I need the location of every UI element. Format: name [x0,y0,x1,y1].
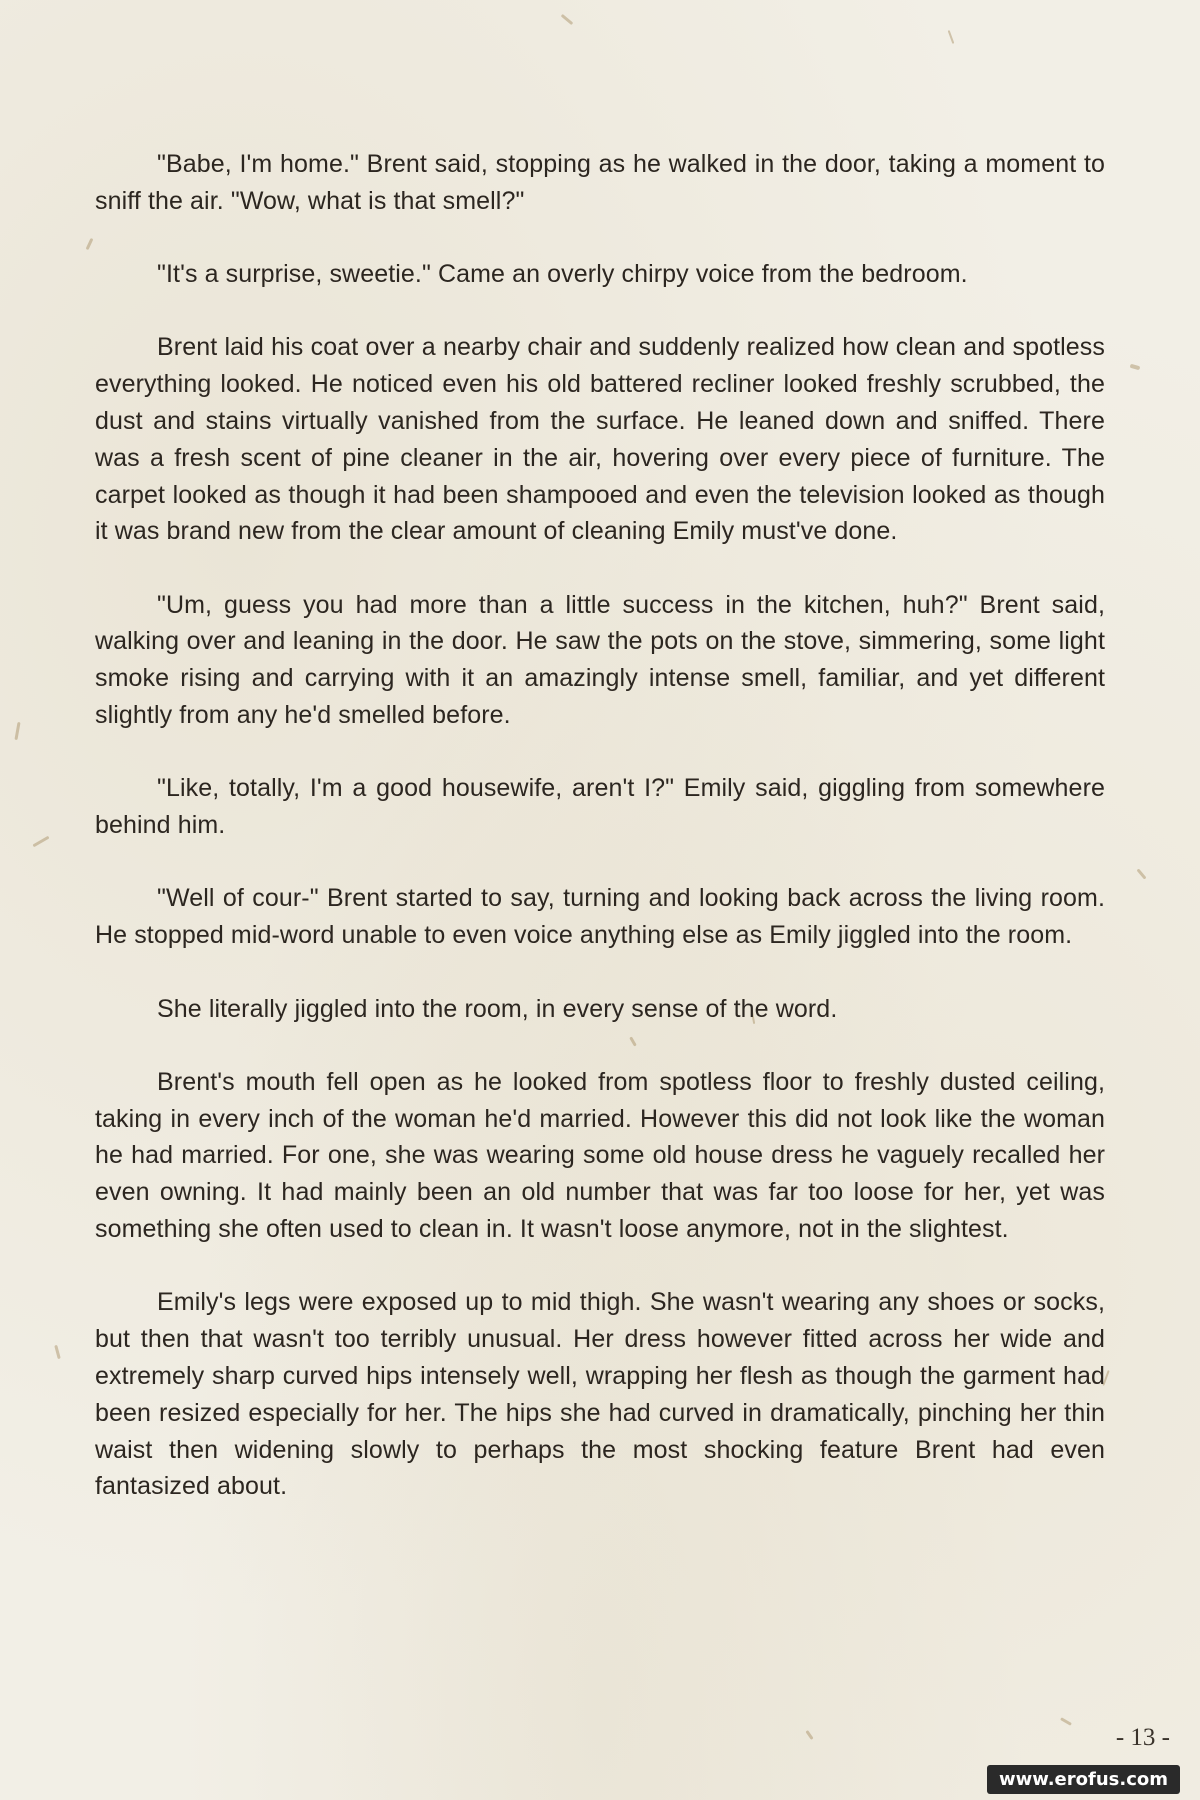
watermark: www.erofus.com [987,1765,1180,1794]
paper-fleck [54,1345,61,1359]
paper-fleck [14,722,20,740]
paragraph: Brent's mouth fell open as he looked from spotless floor to freshly dusted ceiling, taking in every inch of the woman he'd married. However this did not look like the woman he had married. For one, she was wearing some old house dress he vaguely recalled her even owning. It had mainly been an old number that was far too loose for her, yet was something she often used to clean in. It wasn't loose anymore, not in the slightest. [95,1067,1105,1244]
paper-fleck [805,1730,813,1740]
paper-fleck [561,14,574,25]
paper-fleck [1136,868,1146,879]
paragraph: Brent laid his coat over a nearby chair and suddenly realized how clean and spotless everything looked. He noticed even his old battered recliner looked freshly scrubbed, the dust and stains virtually vanished from the surface. He leaned down and sniffed. There was a fresh scent of pine cleaner in the air, hovering over every piece of furniture. The carpet looked as though it had been shampooed and even the television looked as though it was brand new from the clear amount of cleaning Emily must've done. [95,333,1105,546]
paragraph: "Well of cour-" Brent started to say, turning and looking back across the living room. He stopped mid-word unable to even voice anything else as Emily jiggled into the room. [95,884,1105,950]
paper-fleck [32,836,49,848]
paragraph: "Like, totally, I'm a good housewife, aren't I?" Emily said, giggling from somewhere behind him. [95,774,1105,840]
paragraph: "It's a surprise, sweetie." Came an overly chirpy voice from the bedroom. [157,260,968,289]
paragraph: "Um, guess you had more than a little success in the kitchen, huh?" Brent said, walking over and leaning in the door. He saw the pots on the stove, simmering, some light smoke rising and carrying with it an amazingly intense smell, familiar, and yet different slightly from any he'd smelled before. [95,590,1105,730]
paper-fleck [86,238,94,250]
paragraph: Emily's legs were exposed up to mid thigh. She wasn't wearing any shoes or socks, but then that wasn't too terribly unusual. Her dress however fitted across her wide and extremely sharp curved hips intensely well, wrapping her flesh as though the garment had been resized especially for her. The hips she had curved in dramatically, pinching her thin waist then widening slowly to perhaps the most shocking feature Brent had even fantasized about. [95,1288,1105,1501]
page-number: - 13 - [1115,1724,1170,1751]
paragraph: She literally jiggled into the room, in every sense of the word. [157,994,838,1023]
paragraph: "Babe, I'm home." Brent said, stopping as he walked in the door, taking a moment to sniff the air. "Wow, what is that smell?" [95,150,1105,215]
paper-fleck [948,30,955,44]
paper-fleck [1130,364,1141,370]
story-text [95,146,1105,1542]
paper-fleck [1060,1717,1072,1726]
